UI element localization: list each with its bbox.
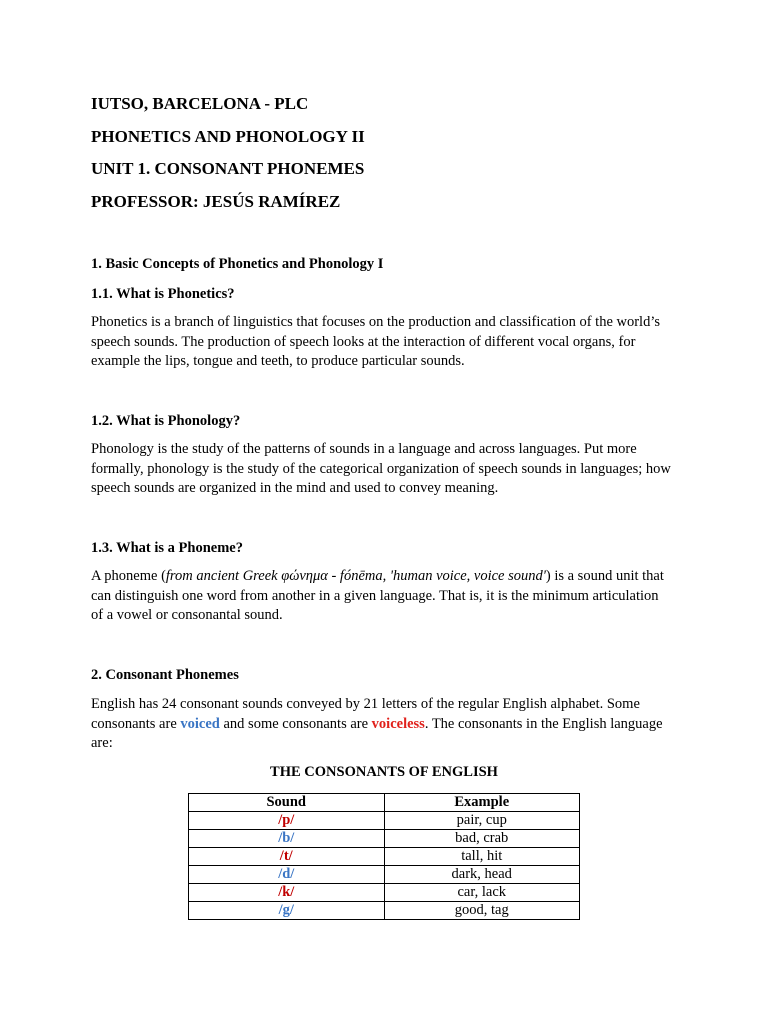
table-row: [189, 866, 580, 884]
phoneme-text-pre: A phoneme (: [91, 568, 166, 584]
phoneme-text-post: ) is a sound unit that can distinguish one word from another in a given language. That is, it is the minimum articulation of a vowel or consonantal sound.: [91, 568, 664, 623]
consonants-text-a: English has 24 consonant sounds conveyed by 21 letters of the regular English alphabet. Some consonants are: [91, 696, 640, 732]
header-institution: IUTSO, BARCELONA - PLC: [91, 94, 309, 113]
section-2-paragraph: [91, 695, 671, 754]
phoneme-etymology: from ancient Greek φώνημα - fónēma, 'human voice, voice sound': [165, 568, 546, 584]
sound-cell: /g/: [189, 902, 385, 920]
section-1-3-heading: 1.3. What is a Phoneme?: [91, 540, 243, 556]
column-header-example: Example: [384, 794, 580, 812]
example-cell: car, lack: [384, 884, 580, 902]
section-1-1-heading: 1.1. What is Phonetics?: [91, 286, 235, 302]
consonants-table: [188, 793, 580, 920]
voiced-term: voiced: [180, 715, 220, 732]
header-professor: PROFESSOR: JESÚS RAMÍREZ: [91, 192, 341, 211]
example-cell: dark, head: [384, 866, 580, 884]
table-row: [189, 830, 580, 848]
section-1-1-paragraph: Phonetics is a branch of linguistics that focuses on the production and classification of the world’s speech sounds. The production of speech looks at the interaction of different vocal organs, for example the lips, tongue and teeth, to produce particular sounds.: [91, 314, 661, 369]
section-1-2-heading: 1.2. What is Phonology?: [91, 413, 241, 429]
section-2-heading: 2. Consonant Phonemes: [91, 667, 239, 683]
table-row: [189, 902, 580, 920]
table-header-row: [189, 794, 580, 812]
voiceless-term: voiceless: [371, 715, 425, 732]
consonants-text-b: and some consonants are: [219, 715, 372, 732]
example-cell: pair, cup: [384, 812, 580, 830]
section-1-2-paragraph: Phonology is the study of the patterns of sounds in a language and across languages. Put more formally, phonology is the study of the categorical organization of speech sounds in languages; how speech sounds are organized in the mind and used to convey meaning.: [91, 441, 671, 496]
table-row: [189, 812, 580, 830]
sound-cell: /t/: [189, 848, 385, 866]
sound-cell: /k/: [189, 884, 385, 902]
example-cell: bad, crab: [384, 830, 580, 848]
sound-cell: /p/: [189, 812, 385, 830]
table-row: [189, 884, 580, 902]
header-unit: UNIT 1. CONSONANT PHONEMES: [91, 159, 365, 178]
example-cell: tall, hit: [384, 848, 580, 866]
column-header-sound: Sound: [189, 794, 385, 812]
section-1-3-paragraph: [91, 567, 671, 626]
header-course: PHONETICS AND PHONOLOGY II: [91, 127, 365, 146]
sound-cell: /d/: [189, 866, 385, 884]
sound-cell: /b/: [189, 830, 385, 848]
consonants-text-c: . The consonants in the English language are:: [91, 715, 663, 751]
section-1-heading: 1. Basic Concepts of Phonetics and Phonology I: [91, 256, 384, 272]
table-row: [189, 848, 580, 866]
example-cell: good, tag: [384, 902, 580, 920]
table-caption: THE CONSONANTS OF ENGLISH: [270, 764, 498, 780]
